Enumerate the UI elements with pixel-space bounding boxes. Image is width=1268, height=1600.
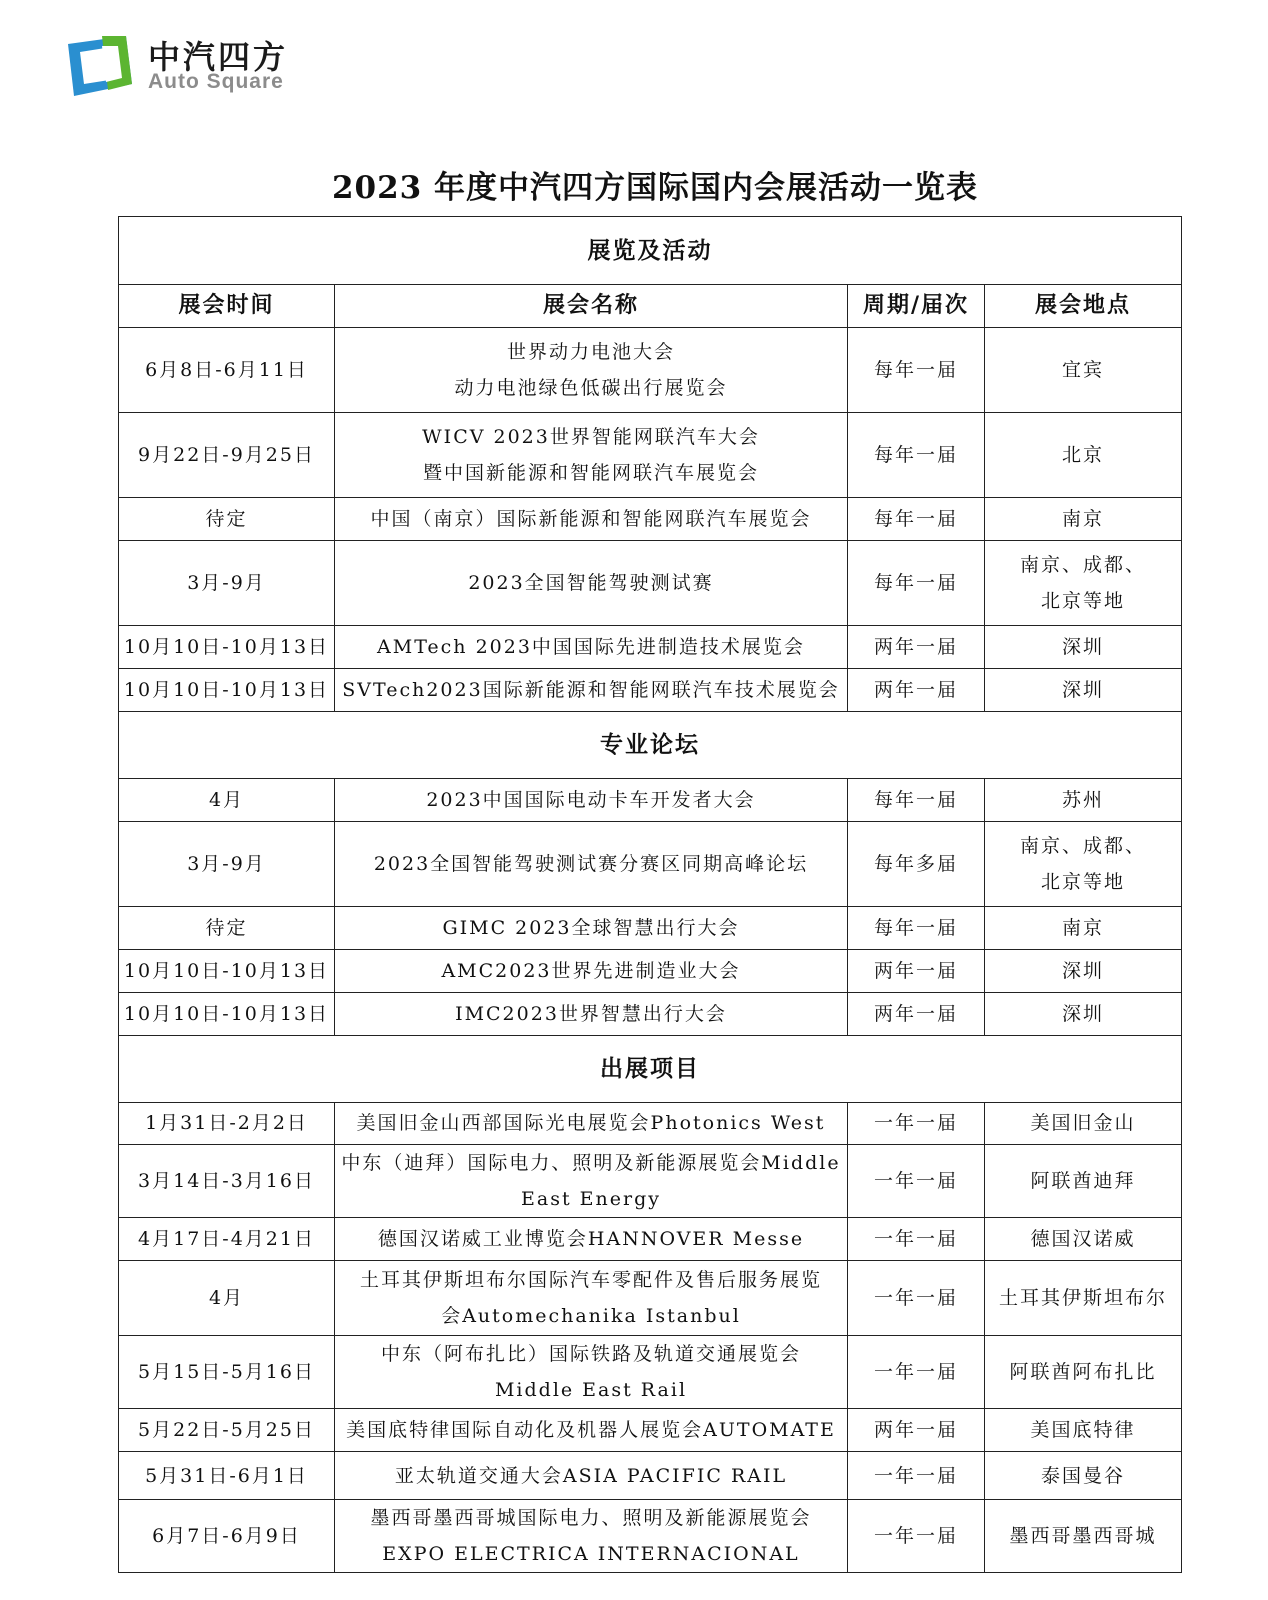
time-cell: 6月8日-6月11日 (119, 327, 335, 412)
time-cell: 10月10日-10月13日 (119, 949, 335, 992)
place-cell: 宜宾 (985, 327, 1182, 412)
time-cell: 3月-9月 (119, 540, 335, 625)
column-header: 展会名称 (335, 285, 848, 328)
place-cell: 南京 (985, 906, 1182, 949)
section-heading: 展览及活动 (119, 217, 1182, 285)
name-cell: 美国旧金山西部国际光电展览会Photonics West (335, 1102, 848, 1144)
place-cell: 南京、成都、 北京等地 (985, 540, 1182, 625)
place-cell: 美国旧金山 (985, 1102, 1182, 1144)
place-cell: 德国汉诺威 (985, 1217, 1182, 1260)
logo-english-name: Auto Square (148, 70, 284, 93)
cycle-cell: 两年一届 (848, 668, 985, 711)
name-cell: WICV 2023世界智能网联汽车大会 暨中国新能源和智能网联汽车展览会 (335, 412, 848, 497)
name-cell: 土耳其伊斯坦布尔国际汽车零配件及售后服务展览 会Automechanika Istanbul (335, 1260, 848, 1335)
time-cell: 待定 (119, 497, 335, 540)
table-row (119, 668, 1182, 711)
cycle-cell: 两年一届 (848, 625, 985, 668)
cycle-cell: 两年一届 (848, 1409, 985, 1452)
table-row (119, 906, 1182, 949)
cycle-cell: 每年一届 (848, 540, 985, 625)
table-row (119, 1144, 1182, 1217)
name-cell: 美国底特律国际自动化及机器人展览会AUTOMATE (335, 1409, 848, 1452)
name-cell: 中国（南京）国际新能源和智能网联汽车展览会 (335, 497, 848, 540)
table-row (119, 1452, 1182, 1500)
time-cell: 9月22日-9月25日 (119, 412, 335, 497)
table-row (119, 1102, 1182, 1144)
section-row (119, 217, 1182, 285)
section-heading: 出展项目 (119, 1035, 1182, 1102)
name-cell: 中东（阿布扎比）国际铁路及轨道交通展览会 Middle East Rail (335, 1335, 848, 1408)
cycle-cell: 每年一届 (848, 412, 985, 497)
table-row (119, 327, 1182, 412)
cycle-cell: 一年一届 (848, 1452, 985, 1500)
name-cell: 德国汉诺威工业博览会HANNOVER Messe (335, 1217, 848, 1260)
place-cell: 土耳其伊斯坦布尔 (985, 1260, 1182, 1335)
place-cell: 深圳 (985, 992, 1182, 1035)
cycle-cell: 两年一届 (848, 992, 985, 1035)
place-cell: 阿联酋迪拜 (985, 1144, 1182, 1217)
place-cell: 南京、成都、 北京等地 (985, 821, 1182, 906)
cycle-cell: 每年一届 (848, 778, 985, 821)
place-cell: 墨西哥墨西哥城 (985, 1500, 1182, 1573)
place-cell: 南京 (985, 497, 1182, 540)
time-cell: 5月31日-6月1日 (119, 1452, 335, 1500)
cycle-cell: 每年多届 (848, 821, 985, 906)
time-cell: 3月-9月 (119, 821, 335, 906)
name-cell: GIMC 2023全球智慧出行大会 (335, 906, 848, 949)
place-cell: 深圳 (985, 668, 1182, 711)
section-row (119, 711, 1182, 778)
name-cell: 世界动力电池大会 动力电池绿色低碳出行展览会 (335, 327, 848, 412)
cycle-cell: 一年一届 (848, 1335, 985, 1408)
place-cell: 阿联酋阿布扎比 (985, 1335, 1182, 1408)
name-cell: IMC2023世界智慧出行大会 (335, 992, 848, 1035)
time-cell: 3月14日-3月16日 (119, 1144, 335, 1217)
name-cell: 中东（迪拜）国际电力、照明及新能源展览会Middle East Energy (335, 1144, 848, 1217)
name-cell: AMC2023世界先进制造业大会 (335, 949, 848, 992)
logo-chinese-name: 中汽四方 (148, 38, 289, 76)
name-cell: SVTech2023国际新能源和智能网联汽车技术展览会 (335, 668, 848, 711)
cycle-cell: 一年一届 (848, 1144, 985, 1217)
cycle-cell: 一年一届 (848, 1260, 985, 1335)
table-row (119, 1260, 1182, 1335)
section-heading: 专业论坛 (119, 711, 1182, 778)
events-table (118, 216, 1182, 1573)
place-cell: 苏州 (985, 778, 1182, 821)
name-cell: 2023全国智能驾驶测试赛分赛区同期高峰论坛 (335, 821, 848, 906)
time-cell: 6月7日-6月9日 (119, 1500, 335, 1573)
logo-mark-icon (62, 32, 138, 102)
time-cell: 10月10日-10月13日 (119, 992, 335, 1035)
table-row (119, 949, 1182, 992)
time-cell: 5月15日-5月16日 (119, 1335, 335, 1408)
events-table-body (119, 217, 1182, 1573)
cycle-cell: 每年一届 (848, 906, 985, 949)
time-cell: 1月31日-2月2日 (119, 1102, 335, 1144)
cycle-cell: 一年一届 (848, 1102, 985, 1144)
table-row (119, 1409, 1182, 1452)
table-row (119, 778, 1182, 821)
cycle-cell: 两年一届 (848, 949, 985, 992)
time-cell: 4月 (119, 778, 335, 821)
table-row (119, 992, 1182, 1035)
place-cell: 深圳 (985, 625, 1182, 668)
place-cell: 美国底特律 (985, 1409, 1182, 1452)
place-cell: 深圳 (985, 949, 1182, 992)
cycle-cell: 每年一届 (848, 327, 985, 412)
time-cell: 10月10日-10月13日 (119, 625, 335, 668)
cycle-cell: 一年一届 (848, 1217, 985, 1260)
time-cell: 4月 (119, 1260, 335, 1335)
company-logo (62, 32, 322, 102)
cycle-cell: 一年一届 (848, 1500, 985, 1573)
table-row (119, 412, 1182, 497)
document-title: 2023 年度中汽四方国际国内会展活动一览表 (331, 170, 979, 206)
table-row (119, 1217, 1182, 1260)
name-cell: AMTech 2023中国国际先进制造技术展览会 (335, 625, 848, 668)
place-cell: 北京 (985, 412, 1182, 497)
time-cell: 10月10日-10月13日 (119, 668, 335, 711)
table-row (119, 625, 1182, 668)
column-header: 周期/届次 (848, 285, 985, 328)
table-row (119, 1335, 1182, 1408)
table-row (119, 821, 1182, 906)
name-cell: 2023全国智能驾驶测试赛 (335, 540, 848, 625)
name-cell: 墨西哥墨西哥城国际电力、照明及新能源展览会 EXPO ELECTRICA INTERNACIONAL (335, 1500, 848, 1573)
time-cell: 5月22日-5月25日 (119, 1409, 335, 1452)
table-row (119, 1500, 1182, 1573)
header-row (119, 285, 1182, 328)
time-cell: 待定 (119, 906, 335, 949)
place-cell: 泰国曼谷 (985, 1452, 1182, 1500)
section-row (119, 1035, 1182, 1102)
table-row (119, 540, 1182, 625)
column-header: 展会时间 (119, 285, 335, 328)
name-cell: 2023中国国际电动卡车开发者大会 (335, 778, 848, 821)
column-header: 展会地点 (985, 285, 1182, 328)
time-cell: 4月17日-4月21日 (119, 1217, 335, 1260)
cycle-cell: 每年一届 (848, 497, 985, 540)
name-cell: 亚太轨道交通大会ASIA PACIFIC RAIL (335, 1452, 848, 1500)
table-row (119, 497, 1182, 540)
